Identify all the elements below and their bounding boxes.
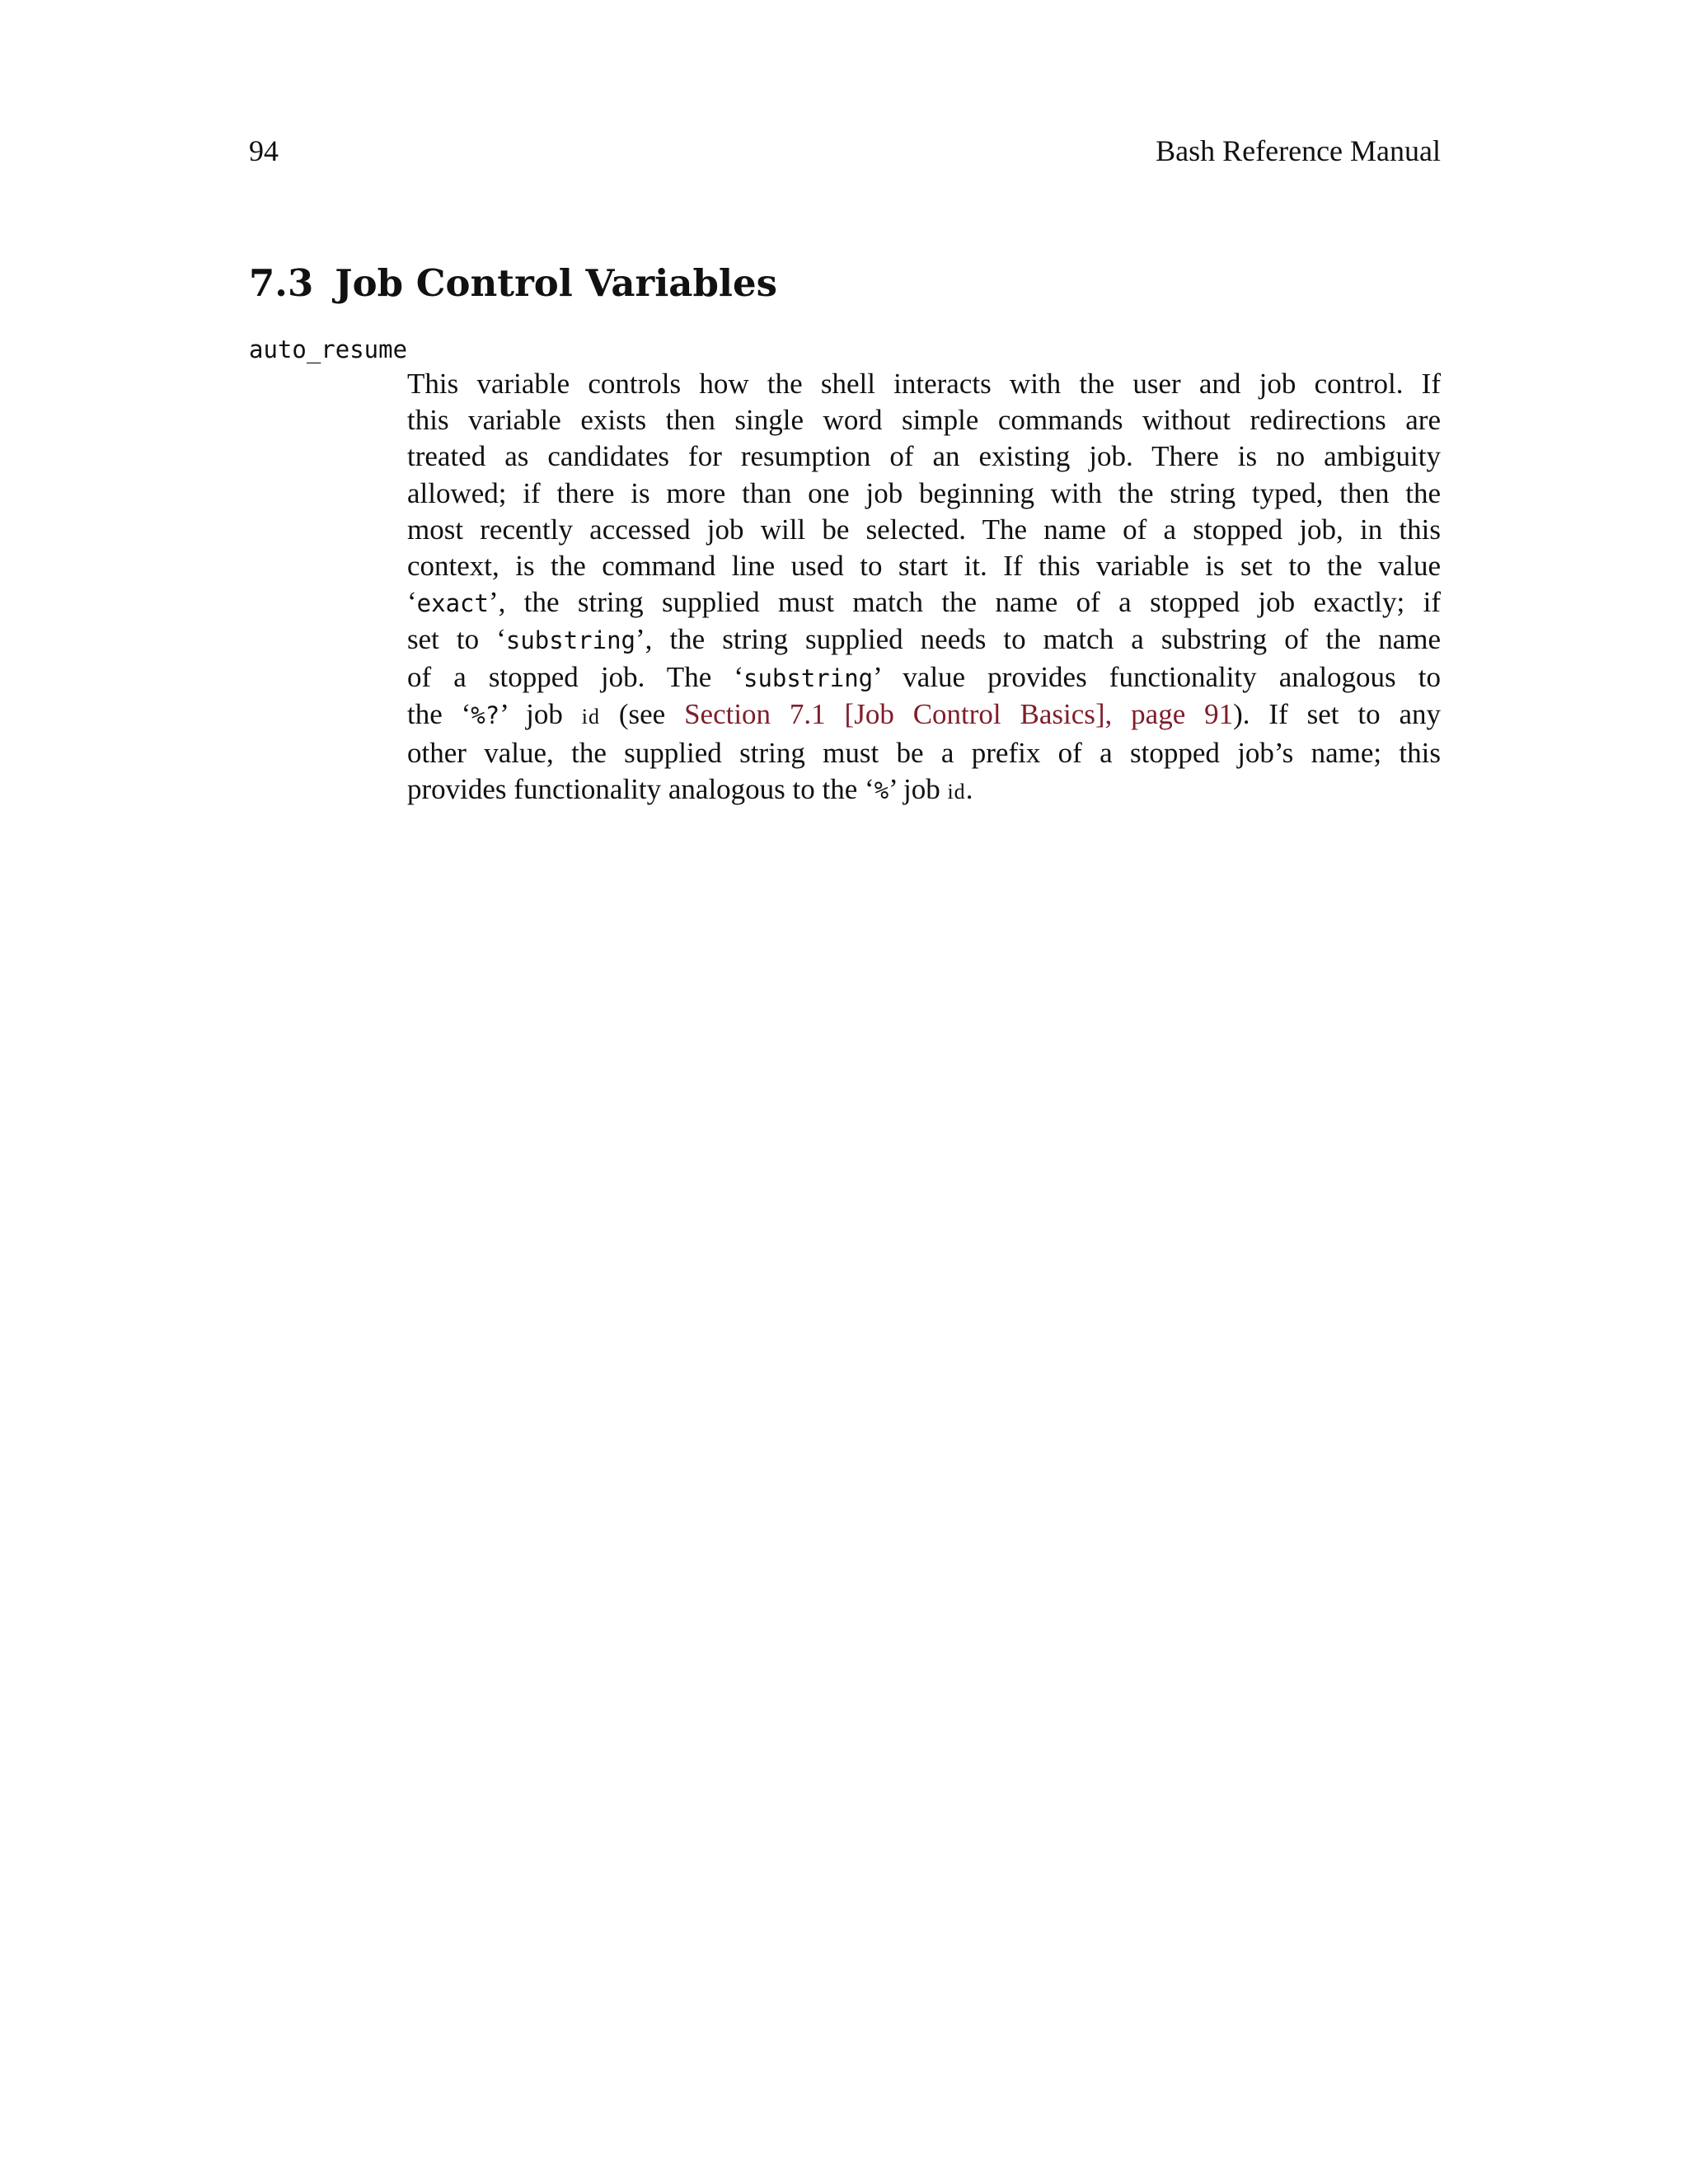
- section-heading: [249, 257, 777, 310]
- open-quote: ‘: [407, 586, 417, 619]
- manual-title: Bash Reference Manual: [1156, 134, 1441, 167]
- text-segment: set to ‘: [407, 623, 506, 656]
- running-header: [249, 130, 1441, 171]
- description-line: this variable exists then single word simple commands without redirections are: [407, 404, 1441, 437]
- page-number: 94: [249, 134, 279, 167]
- small-caps-id: id: [581, 704, 600, 729]
- text-segment: of a stopped job. The ‘: [407, 660, 743, 693]
- code-percent-question: %?: [471, 701, 500, 729]
- description-line: allowed; if there is more than one job beginning with the string typed, then the: [407, 476, 1441, 509]
- description-line: This variable controls how the shell interacts with the user and job control. If: [407, 368, 1441, 400]
- code-exact: exact: [416, 589, 489, 618]
- variable-description: [407, 366, 1441, 810]
- text-segment: the ‘: [407, 697, 471, 730]
- text-segment: ’, the string supplied needs to match a substring of the name: [635, 623, 1441, 656]
- description-line: [407, 696, 1441, 735]
- cross-reference-link[interactable]: Section 7.1 [Job Control Basics], page 91: [684, 697, 1234, 730]
- text-segment: ’, the string supplied must match the name of a stopped job exactly; if: [488, 586, 1441, 619]
- description-line: [407, 771, 1441, 810]
- description-line: context, is the command line used to start it. If this variable is set to the value: [407, 550, 1441, 583]
- text-segment: .: [965, 773, 973, 806]
- text-segment: provides functionality analogous to the ‘: [407, 773, 874, 806]
- description-line: [407, 659, 1441, 696]
- section-number: 7.3: [249, 261, 314, 305]
- variable-name: auto_resume: [249, 335, 408, 363]
- section-title: Job Control Variables: [335, 261, 777, 305]
- description-line: treated as candidates for resumption of an existing job. There is no ambiguity: [407, 440, 1441, 473]
- code-substring: substring: [743, 663, 874, 692]
- text-segment: ). If set to any: [1233, 697, 1441, 730]
- description-line: [407, 584, 1441, 621]
- code-percent: %: [874, 776, 889, 805]
- code-substring: substring: [505, 626, 635, 655]
- text-segment: (see: [599, 697, 685, 730]
- text-segment: ’ job: [499, 697, 582, 730]
- text-segment: ’ value provides functionality analogous to: [873, 660, 1441, 693]
- description-line: [407, 621, 1441, 658]
- description-line: other value, the supplied string must be a prefix of a stopped job’s name; this: [407, 737, 1441, 770]
- small-caps-id: id: [947, 780, 966, 804]
- description-line: most recently accessed job will be selected. The name of a stopped job, in this: [407, 513, 1441, 546]
- text-segment: ’ job: [889, 773, 948, 806]
